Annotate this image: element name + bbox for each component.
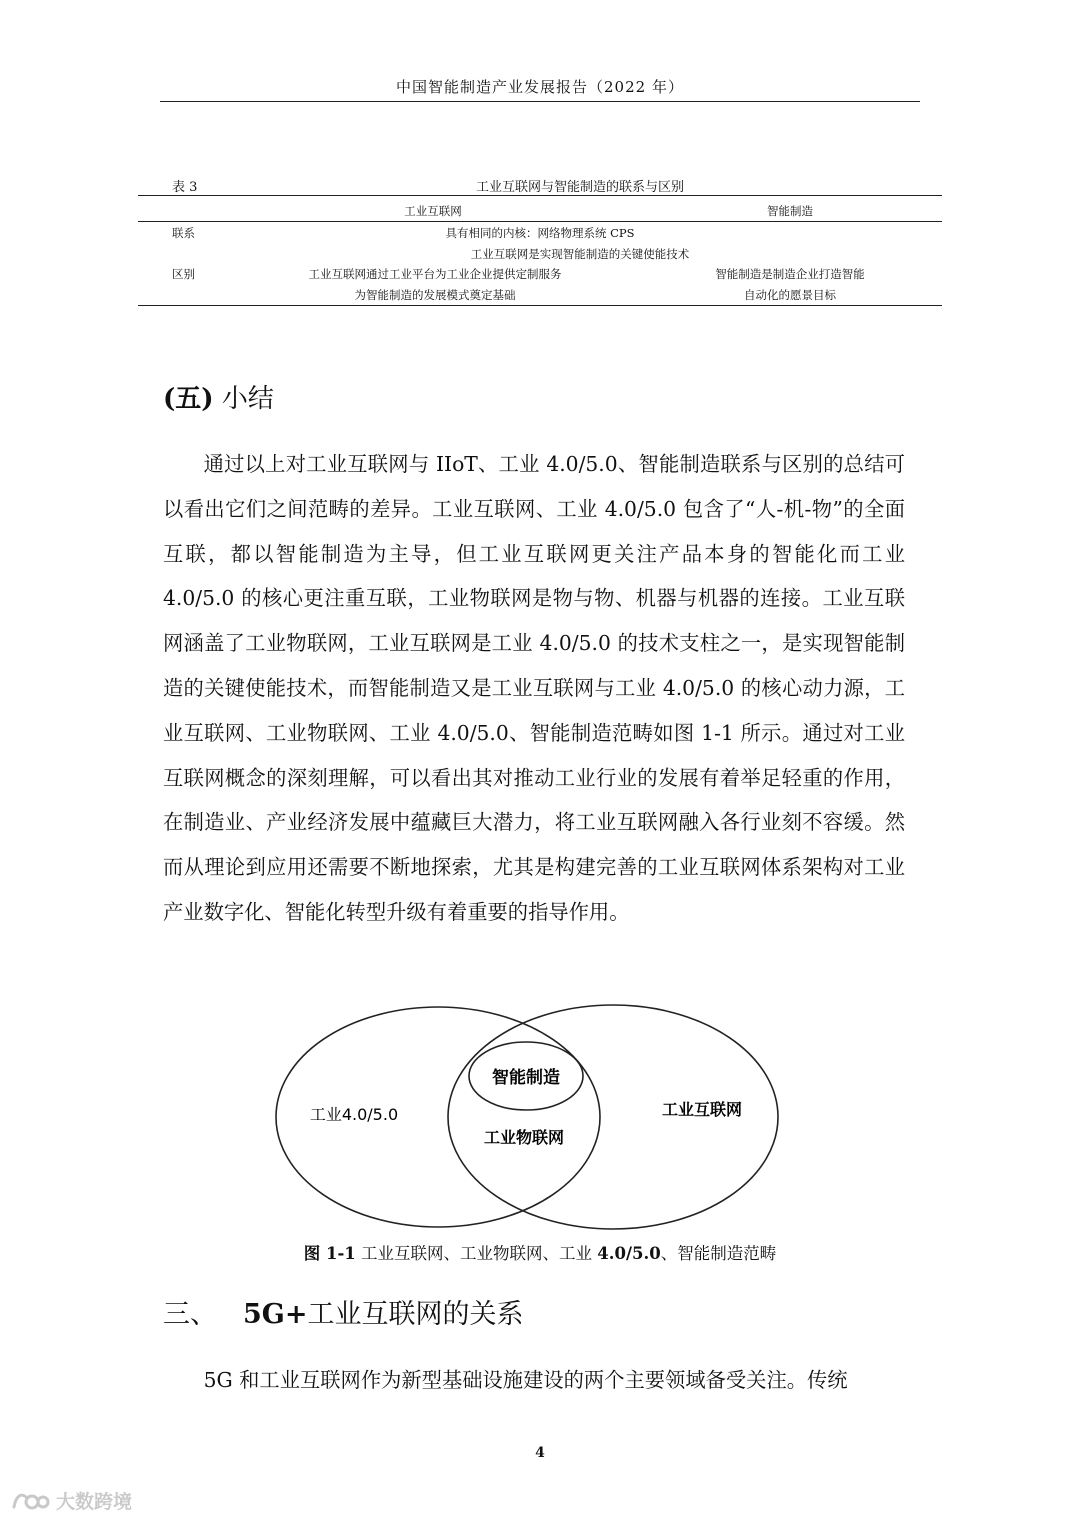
table-connection-line1: 具有相同的内核：网络物理系统 CPS	[445, 226, 635, 240]
label-smart-manufacturing: 智能制造	[492, 1068, 560, 1088]
table-top-rule	[138, 195, 942, 196]
table-header-rule	[138, 221, 942, 222]
section-number: (五)	[163, 384, 214, 414]
table-row-label-difference: 区别	[172, 267, 195, 281]
chapter-title-bold: 5G+	[243, 1299, 308, 1330]
figure-caption	[0, 1240, 1080, 1264]
figure-caption-text-1: 工业互联网、工业物联网、工业	[361, 1244, 593, 1263]
chapter-intro-paragraph: 5G 和工业互联网作为新型基础设施建设的两个主要领域备受关注。传统	[203, 1368, 848, 1392]
table-number: 表 3	[172, 180, 198, 195]
running-header: 中国智能制造产业发展报告（2022 年）	[396, 78, 684, 96]
table-connection-line2: 工业互联网是实现智能制造的关键使能技术	[470, 247, 690, 261]
table-difference-right-line2: 自动化的愿景目标	[744, 288, 836, 302]
chapter-heading	[163, 1292, 523, 1331]
chapter-number: 三、	[163, 1299, 217, 1330]
figure-caption-text-2: 、智能制造范畴	[660, 1244, 777, 1263]
table-col-header-industrial-internet: 工业互联网	[404, 204, 462, 218]
section-title-text: 小结	[221, 384, 274, 414]
chapter-title-text: 工业互联网的关系	[307, 1299, 524, 1330]
watermark	[10, 1487, 132, 1514]
section-heading	[163, 378, 274, 415]
header-rule	[160, 101, 920, 102]
label-industry40: 工业4.0/5.0	[309, 1105, 399, 1124]
watermark-logo-icon	[10, 1489, 50, 1513]
table-row-label-connection: 联系	[172, 226, 195, 240]
table-difference-right-line1: 智能制造是制造企业打造智能	[715, 267, 865, 281]
label-iiot: 工业物联网	[483, 1128, 565, 1147]
table-title: 工业互联网与智能制造的联系与区别	[475, 180, 684, 195]
table-bottom-rule	[138, 305, 942, 306]
table-col-header-smart-manufacturing: 智能制造	[767, 204, 813, 218]
label-industrial-internet: 工业互联网	[661, 1100, 743, 1119]
figure-caption-bold: 4.0/5.0	[597, 1244, 661, 1263]
page-number: 4	[535, 1445, 545, 1461]
figure-caption-number: 图 1-1	[303, 1244, 356, 1263]
table-difference-left-line2: 为智能制造的发展模式奠定基础	[354, 288, 516, 302]
summary-paragraph: 通过以上对工业互联网与 IIoT、工业 4.0/5.0、智能制造联系与区别的总结可以看出它们之间范畴的差异。工业互联网、工业 4.0/5.0 包含了“人-机-物”的全面互联，都以智能制造为主导，但工业互联网更关注产品本身的智能化而工业 4.0/5.0 的核心更注重互联，工业物联网是物与物、机器与机器的连接。工业互联网涵盖了工业物联网，工业互联网是工业 4.0/5.0 的技术支柱之一，是实现智能制造的关键使能技术，而智能制造又是工业互联网与工业 4.0/5.0 的核心动力源，工业互联网、工业物联网、工业 4.0/5.0、智能制造范畴如图 1-1 所示。通过对工业互联网概念的深刻理解，可以看出其对推动工业行业的发展有着举足轻重的作用，在制造业、产业经济发展中蕴藏巨大潜力，将工业互联网融入各行业刻不容缓。然而从理论到应用还需要不断地探索，尤其是构建完善的工业互联网体系架构对工业产业数字化、智能化转型升级有着重要的指导作用。	[163, 452, 905, 924]
watermark-text: 大数跨境	[56, 1491, 133, 1513]
table-difference-left-line1: 工业互联网通过工业平台为工业企业提供定制服务	[308, 267, 562, 281]
venn-diagram	[270, 1002, 790, 1232]
